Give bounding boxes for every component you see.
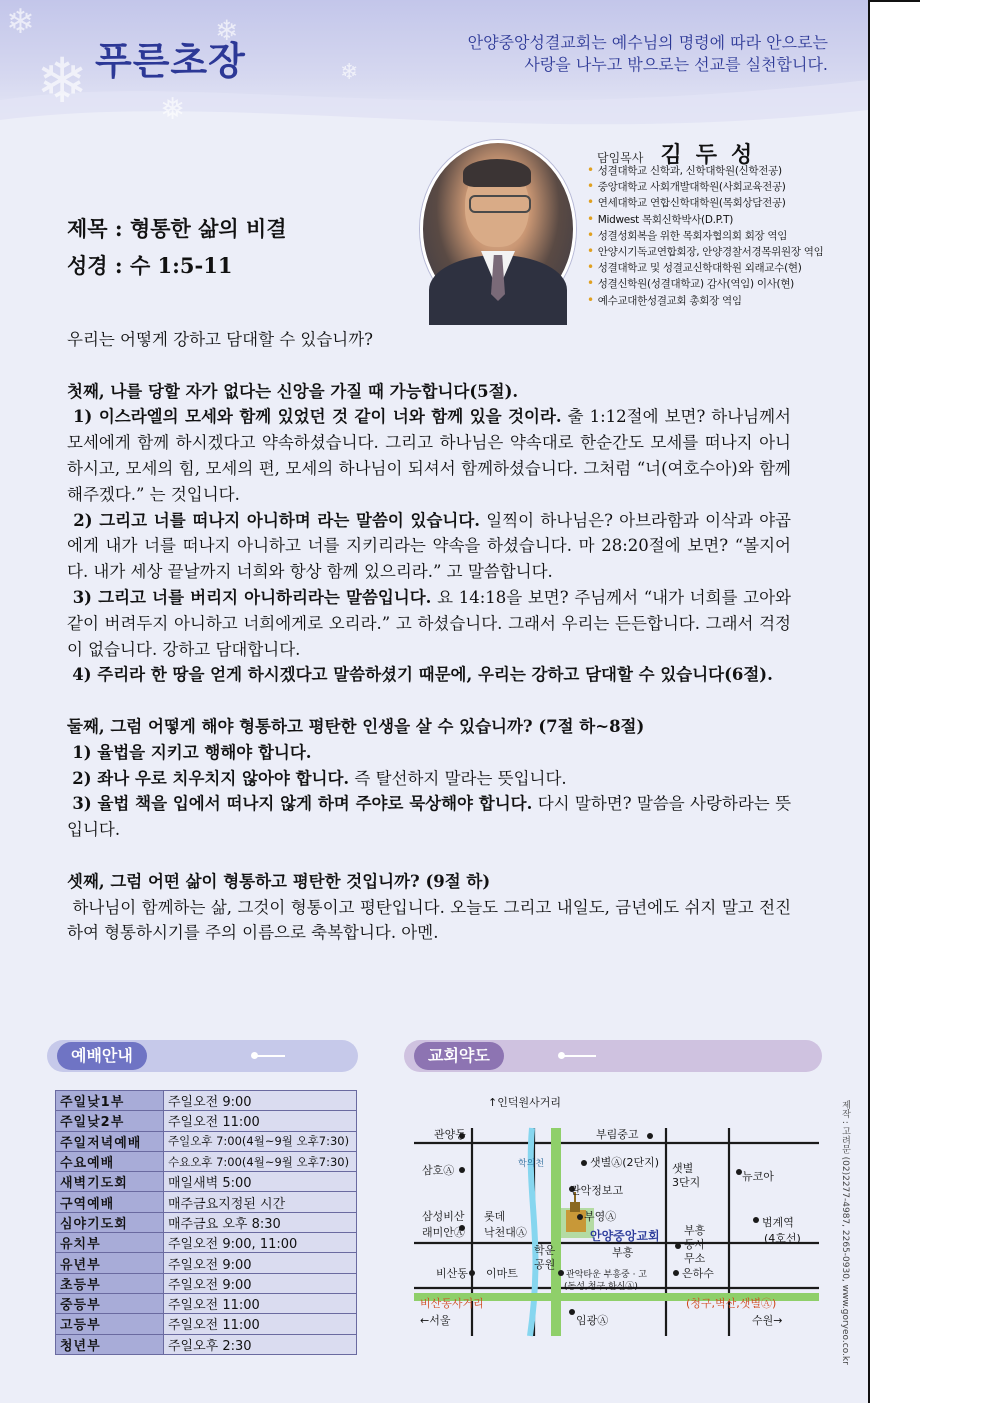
map-label-samsung1: 삼성비산 (422, 1210, 465, 1223)
credential-item: • Midwest 목회신학박사(D.P.T) (587, 212, 823, 228)
pastor-role: 담임목사 (597, 151, 644, 165)
table-row (56, 1293, 357, 1313)
service-name: 유치부 (56, 1233, 164, 1253)
map-label-buheung-office-2: 동사 (684, 1238, 706, 1251)
snowflake-icon: ❄ (6, 2, 35, 42)
service-time: 수요오후 7:00(4월~9월 오후7:30) (164, 1151, 357, 1171)
table-row (56, 1192, 357, 1212)
header-banner (0, 0, 868, 140)
map-label-church: 안양중앙교회 (590, 1229, 660, 1243)
service-time: 매주금요지정된 시간 (164, 1192, 357, 1212)
service-name: 심야기도회 (56, 1212, 164, 1232)
point-1-1-bold: 1) 이스라엘의 모세와 함께 있었던 것 같이 너와 함께 있을 것이라. (73, 407, 562, 427)
map-label-gwanak-1: 관악타운 부흥중 · 고 (566, 1270, 647, 1280)
map-label-road-right: (청구,벽산,샛별Ⓐ) (686, 1297, 777, 1310)
worship-heading: 예배안내 (57, 1042, 147, 1070)
map-heading: 교회약도 (414, 1042, 504, 1070)
point-2-2-text: 즉 탈선하지 말라는 뜻입니다. (349, 768, 567, 788)
map-label-beomgye-2: (4호선) (764, 1232, 801, 1245)
map-label-burim: 부림중고 (596, 1128, 639, 1141)
pastor-name: 김두성 (660, 142, 767, 168)
credential-item: • 안양시기독교연합회장, 안양경찰서경목위원장 역임 (587, 244, 823, 260)
map-label-beomgye-1: 범계역 (762, 1216, 794, 1229)
service-time: 주일오전 11:00 (164, 1293, 357, 1313)
motto-line-2: 사랑을 나누고 밖으로는 선교를 실천합니다. (524, 55, 828, 74)
table-row (56, 1151, 357, 1171)
map-label-road-left: 비산동사거리 (420, 1297, 484, 1310)
service-name: 청년부 (56, 1334, 164, 1354)
sermon-body (67, 327, 791, 946)
table-row (56, 1253, 357, 1273)
point-2-3-text: 다시 말하면? 말씀을 사랑하라는 뜻입니다. (67, 794, 792, 840)
map-drawing (414, 1088, 819, 1338)
point-1-2-bold: 2) 그리고 너를 떠나지 아니하며 라는 말씀이 있습니다. (73, 510, 481, 530)
service-name: 새벽기도회 (56, 1172, 164, 1192)
first-point-heading: 첫째, 나를 당할 자가 없다는 신앙을 가질 때 가능합니다(5절). (67, 381, 519, 401)
pastor-credentials (587, 163, 823, 309)
service-time: 주일오후 7:00(4월~9월 오후7:30) (164, 1131, 357, 1151)
point-2-1-bold: 1) 율법을 지키고 행해야 합니다. (72, 742, 312, 762)
credential-item: • 연세대학교 연합신학대학원(목회상담전공) (587, 195, 823, 211)
service-name: 주일낮2부 (56, 1111, 164, 1131)
service-name: 유년부 (56, 1253, 164, 1273)
map-label-lotte1: 롯데 (484, 1210, 506, 1223)
map-label-saetbyeol2: 샛별Ⓐ(2단지) (590, 1156, 660, 1169)
table-row (56, 1172, 357, 1192)
church-building-icon (566, 1192, 586, 1232)
table-row (56, 1131, 357, 1151)
map-label-buheung-office-1: 부흥 (684, 1224, 706, 1237)
map-label-saetbyeol3a: 샛별 (672, 1162, 694, 1175)
table-row (56, 1212, 357, 1232)
map-label-indeok: ↑인덕원사거리 (488, 1096, 561, 1109)
service-time: 주일오전 11:00 (164, 1314, 357, 1334)
service-time: 매주금요 오후 8:30 (164, 1212, 357, 1232)
table-row (56, 1314, 357, 1334)
service-name: 구역예배 (56, 1192, 164, 1212)
map-label-park-1: 학운 (534, 1244, 556, 1257)
credential-item: • 예수교대한성결교회 총회장 역임 (587, 293, 823, 309)
map-label-stream: 학의천 (518, 1159, 545, 1169)
header-dot-decoration (562, 1055, 596, 1057)
credential-item: • 성결대학교 신학과, 신학대학원(신학전공) (587, 163, 823, 179)
credential-item: • 성결신학원(성결대학교) 감사(역임) 이사(현) (587, 276, 823, 292)
map-label-saetbyeol3b: 3단지 (672, 1176, 701, 1189)
map-label-buyeong: 부영Ⓐ (584, 1210, 617, 1223)
point-1-2-text: 일찍이 하나님은? 아브라함과 이삭과 야곱에게 내가 너를 떠나지 아니하고 너를 지키리라는 약속을 하셨습니다. 마 28:20절에 보면? “볼지어다. 내가 세상 끝날까지 너희와 항상 함께 있으리라.” 고 말씀합니다. (67, 510, 791, 582)
point-1-4-bold: 4) 주리라 한 땅을 얻게 하시겠다고 말씀하셨기 때문에, 우리는 강하고 담대할 수 있습니다(6절). (72, 665, 773, 685)
snowflake-icon: ❄ (215, 14, 239, 47)
service-time: 주일오전 9:00 (164, 1273, 357, 1293)
snowflake-icon: ❅ (160, 92, 186, 127)
map-label-imgwang: 임광Ⓐ (576, 1314, 609, 1327)
credential-item: • 중앙대학교 사회개발대학원(사회교육전공) (587, 179, 823, 195)
motto-line-1: 안양중앙성결교회는 예수님의 명령에 따라 안으로는 (467, 33, 828, 52)
table-row (56, 1111, 357, 1131)
map-label-samho: 삼호Ⓐ (422, 1164, 455, 1177)
map-label-emart: 이마트 (486, 1267, 518, 1280)
service-time: 주일오전 9:00 (164, 1253, 357, 1273)
worship-schedule-table (55, 1090, 357, 1355)
worship-section-header (47, 1040, 358, 1072)
point-3-text: 하나님이 함께하는 삶, 그것이 형통이고 평탄입니다. 오늘도 그리고 내일도, 금년에도 쉬지 말고 전진하여 형통하시기를 주의 이름으로 축복합니다. 아멘. (67, 897, 792, 943)
point-1-3-bold: 3) 그리고 너를 버리지 아니하리라는 말씀입니다. (72, 587, 432, 607)
print-credit: 제작 : 고려문 (02)2277-4987, 2265-0930, www.goryeo.co.kr (840, 1100, 850, 1365)
credential-item: • 성결대학교 및 성결교신학대학원 외래교수(현) (587, 260, 823, 276)
snowflake-icon: ❄ (340, 60, 359, 85)
credential-item: • 성결성회복을 위한 목회자협의회 회장 역임 (587, 228, 823, 244)
service-name: 주일낮1부 (56, 1091, 164, 1111)
service-name: 초등부 (56, 1273, 164, 1293)
map-label-suwon: 수원→ (752, 1314, 783, 1327)
service-time: 주일오후 2:30 (164, 1334, 357, 1354)
map-label-park-2: 공원 (534, 1258, 556, 1271)
table-row (56, 1091, 357, 1111)
map-label-samsung2: 래미안Ⓐ (422, 1226, 465, 1239)
page-edge-line (868, 0, 920, 2)
sermon-intro: 우리는 어떻게 강하고 담대할 수 있습니까? (67, 330, 374, 349)
map-label-gwanakjeong: 관악정보고 (570, 1184, 624, 1197)
map-label-newcore: 뉴코아 (742, 1170, 774, 1183)
service-time: 주일오전 11:00 (164, 1111, 357, 1131)
service-name: 고등부 (56, 1314, 164, 1334)
service-time: 주일오전 9:00, 11:00 (164, 1233, 357, 1253)
pastor-portrait (420, 140, 576, 318)
map-label-bisan: 비산동 (436, 1267, 468, 1280)
sermon-scripture: 성경 : 수 1:5-11 (67, 253, 233, 278)
table-row (56, 1273, 357, 1293)
map-label-buheung-office-3: 무소 (684, 1252, 706, 1265)
service-name: 수요예배 (56, 1151, 164, 1171)
sermon-title-block (67, 210, 287, 284)
table-row (56, 1334, 357, 1354)
point-2-2-bold: 2) 좌나 우로 치우치지 않아야 합니다. (72, 768, 350, 788)
service-name: 중등부 (56, 1293, 164, 1313)
church-location-map (414, 1088, 819, 1338)
header-dot-decoration (255, 1055, 285, 1057)
second-point-heading: 둘째, 그럼 어떻게 해야 형통하고 평탄한 인생을 살 수 있습니까? (7절 하~8절) (67, 716, 645, 736)
map-label-gwanyang: 관양동 (434, 1128, 466, 1141)
map-section-header (404, 1040, 822, 1072)
map-label-gwanak-2: (동성,청구,한신Ⓐ) (564, 1282, 638, 1292)
map-label-lotte2: 낙천대Ⓐ (484, 1226, 527, 1239)
point-1-3-text: 요 14:18을 보면? 주님께서 “내가 너희를 고아와 같이 버려두지 아니하고 너희에게로 오리라.” 고 하셨습니다. 그래서 우리는 든든합니다. 그래서 걱정이 없습니다. 강하고 담대합니다. (67, 587, 791, 659)
table-row (56, 1233, 357, 1253)
map-label-seoul: ←서울 (420, 1314, 451, 1327)
bulletin-brand-title: 푸른초장 (95, 39, 246, 83)
snowflake-icon: ❄ (36, 44, 88, 117)
church-motto (468, 32, 828, 76)
point-2-3-bold: 3) 율법 책을 입에서 떠나지 않게 하며 주야로 묵상해야 합니다. (72, 794, 533, 814)
point-1-1-text: 출 1:12절에 보면? 하나님께서 모세에게 함께 하시겠다고 약속하셨습니다. 그리고 하나님은 약속대로 한순간도 모세를 떠나지 아니하시고, 모세의 힘, 모세의 편, 모세의 하나님이 되셔서 함께하셨습니다. 그처럼 “너(여호수아)와 함께 해주겠다.” 는 것입니다. (67, 407, 791, 504)
map-label-eunhasu: 은하수 (682, 1267, 714, 1280)
sermon-title: 제목 : 형통한 삶의 비결 (67, 216, 287, 241)
map-label-buheung: 부흥 (612, 1246, 634, 1259)
service-time: 주일오전 9:00 (164, 1091, 357, 1111)
service-name: 주일저녁예배 (56, 1131, 164, 1151)
service-time: 매일새벽 5:00 (164, 1172, 357, 1192)
third-point-heading: 셋째, 그럼 어떤 삶이 형통하고 평탄한 것입니까? (9절 하) (67, 871, 491, 891)
